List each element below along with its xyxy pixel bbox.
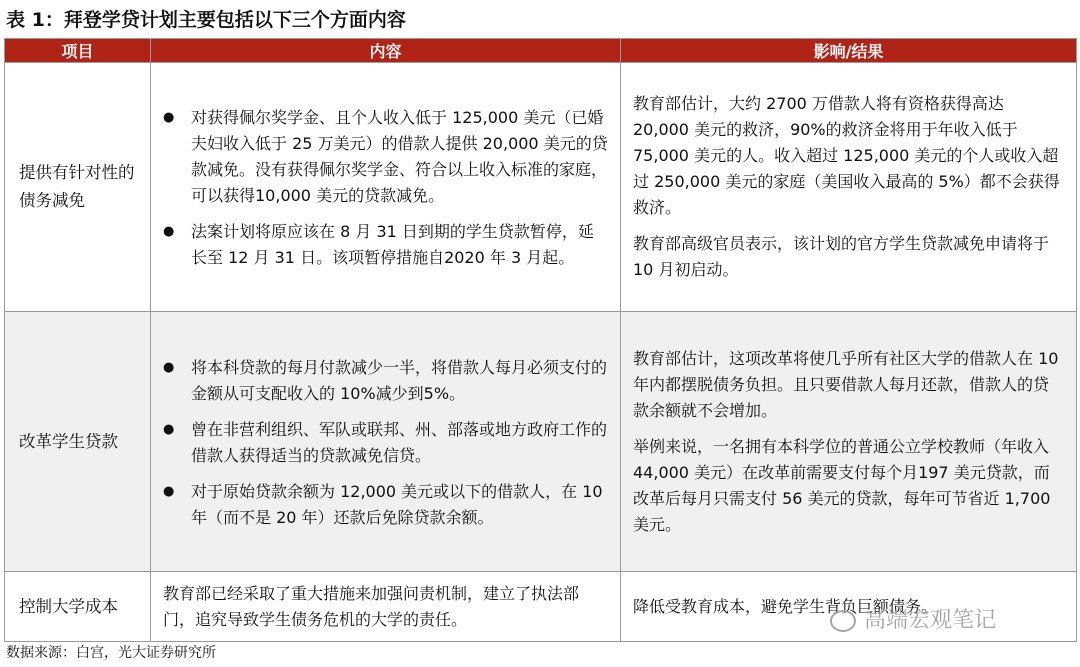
- table-row: [5, 312, 1077, 572]
- bullet-text: 法案计划将原应该在 8 月 31 日到期的学生贷款暂停，延长至 12 月 31 日。该项暂停措施自2020 年 3 月起。: [191, 222, 594, 267]
- list-item: [163, 355, 608, 407]
- header-row: [5, 39, 1077, 63]
- row-effect: [621, 312, 1077, 572]
- loan-plan-table: [4, 38, 1077, 642]
- header-content: 内容: [151, 39, 621, 63]
- wechat-icon: [830, 610, 856, 632]
- row-content: 教育部已经采取了重大措施来加强问责机制，建立了执法部门，追究导致学生债务危机的大学的责任。: [151, 572, 621, 642]
- table-row: [5, 63, 1077, 312]
- source-note: 数据来源：白宫，光大证券研究所: [6, 645, 216, 661]
- row-item-label: 控制大学成本: [5, 572, 151, 642]
- list-item: [163, 417, 608, 469]
- list-item: [163, 479, 608, 531]
- header-item: 项目: [5, 39, 151, 63]
- bullet-icon: ●: [163, 224, 175, 239]
- row-content: [151, 312, 621, 572]
- header-effect: 影响/结果: [621, 39, 1077, 63]
- table-title: 表 1：拜登学贷计划主要包括以下三个方面内容: [6, 9, 406, 31]
- list-item: [163, 219, 608, 271]
- list-item: [163, 105, 608, 209]
- bullet-icon: ●: [163, 483, 175, 499]
- bullet-text: 对于原始贷款余额为 12,000 美元或以下的借款人，在 10 年（而不是 20 年）还款后免除贷款余额。: [191, 481, 603, 527]
- row-effect: [621, 63, 1077, 312]
- bullet-text: 曾在非营利组织、军队或联邦、州、部落或地方政府工作的借款人获得适当的贷款减免信贷。: [191, 419, 608, 465]
- effect-paragraph: 教育部估计，大约 2700 万借款人将有资格获得高达 20,000 美元的救济，90%的救济金将用于年收入低于 75,000 美元的人。收入超过 125,000 美元的个人或收入超过 250,000 美元的家庭（美国收入最高的 5%）都不会获得救济。: [633, 94, 1060, 217]
- bullet-icon: ●: [163, 359, 175, 375]
- bullet-icon: ●: [163, 110, 175, 125]
- effect-paragraph: 教育部估计，这项改革将使几乎所有社区大学的借款人在 10 年内都摆脱债务负担。且只要借款人每月还款，借款人的贷款余额就不会增加。: [633, 348, 1059, 420]
- effect-paragraph: 教育部高级官员表示，该计划的官方学生贷款减免申请将于 10 月初启动。: [633, 234, 1050, 279]
- bullet-text: 对获得佩尔奖学金、且个人收入低于 125,000 美元（已婚夫妇收入低于 25 万美元）的借款人提供 20,000 美元的贷款减免。没有获得佩尔奖学金、符合以上收入标准的家庭，可以获得10,000 美元的贷款减免。: [191, 108, 608, 205]
- effect-paragraph: 举例来说，一名拥有本科学位的普通公立学校教师（年收入 44,000 美元）在改革前需要支付每个月197 美元贷款，而改革后每月只需支付 56 美元的贷款，每年可节省近 1,700 美元。: [633, 436, 1051, 534]
- row-item-label: 改革学生贷款: [5, 312, 151, 572]
- row-item-label: 提供有针对性的债务减免: [5, 63, 151, 312]
- bullet-icon: ●: [163, 421, 175, 437]
- bullet-text: 将本科贷款的每月付款减少一半，将借款人每月必须支付的金额从可支配收入的 10%减少到5%。: [191, 357, 608, 403]
- watermark: [830, 605, 996, 637]
- watermark-text: 高端宏观笔记: [864, 608, 997, 633]
- row-effect: 降低受教育成本，避免学生背负巨额债务。: [621, 572, 1077, 642]
- row-content: [151, 63, 621, 312]
